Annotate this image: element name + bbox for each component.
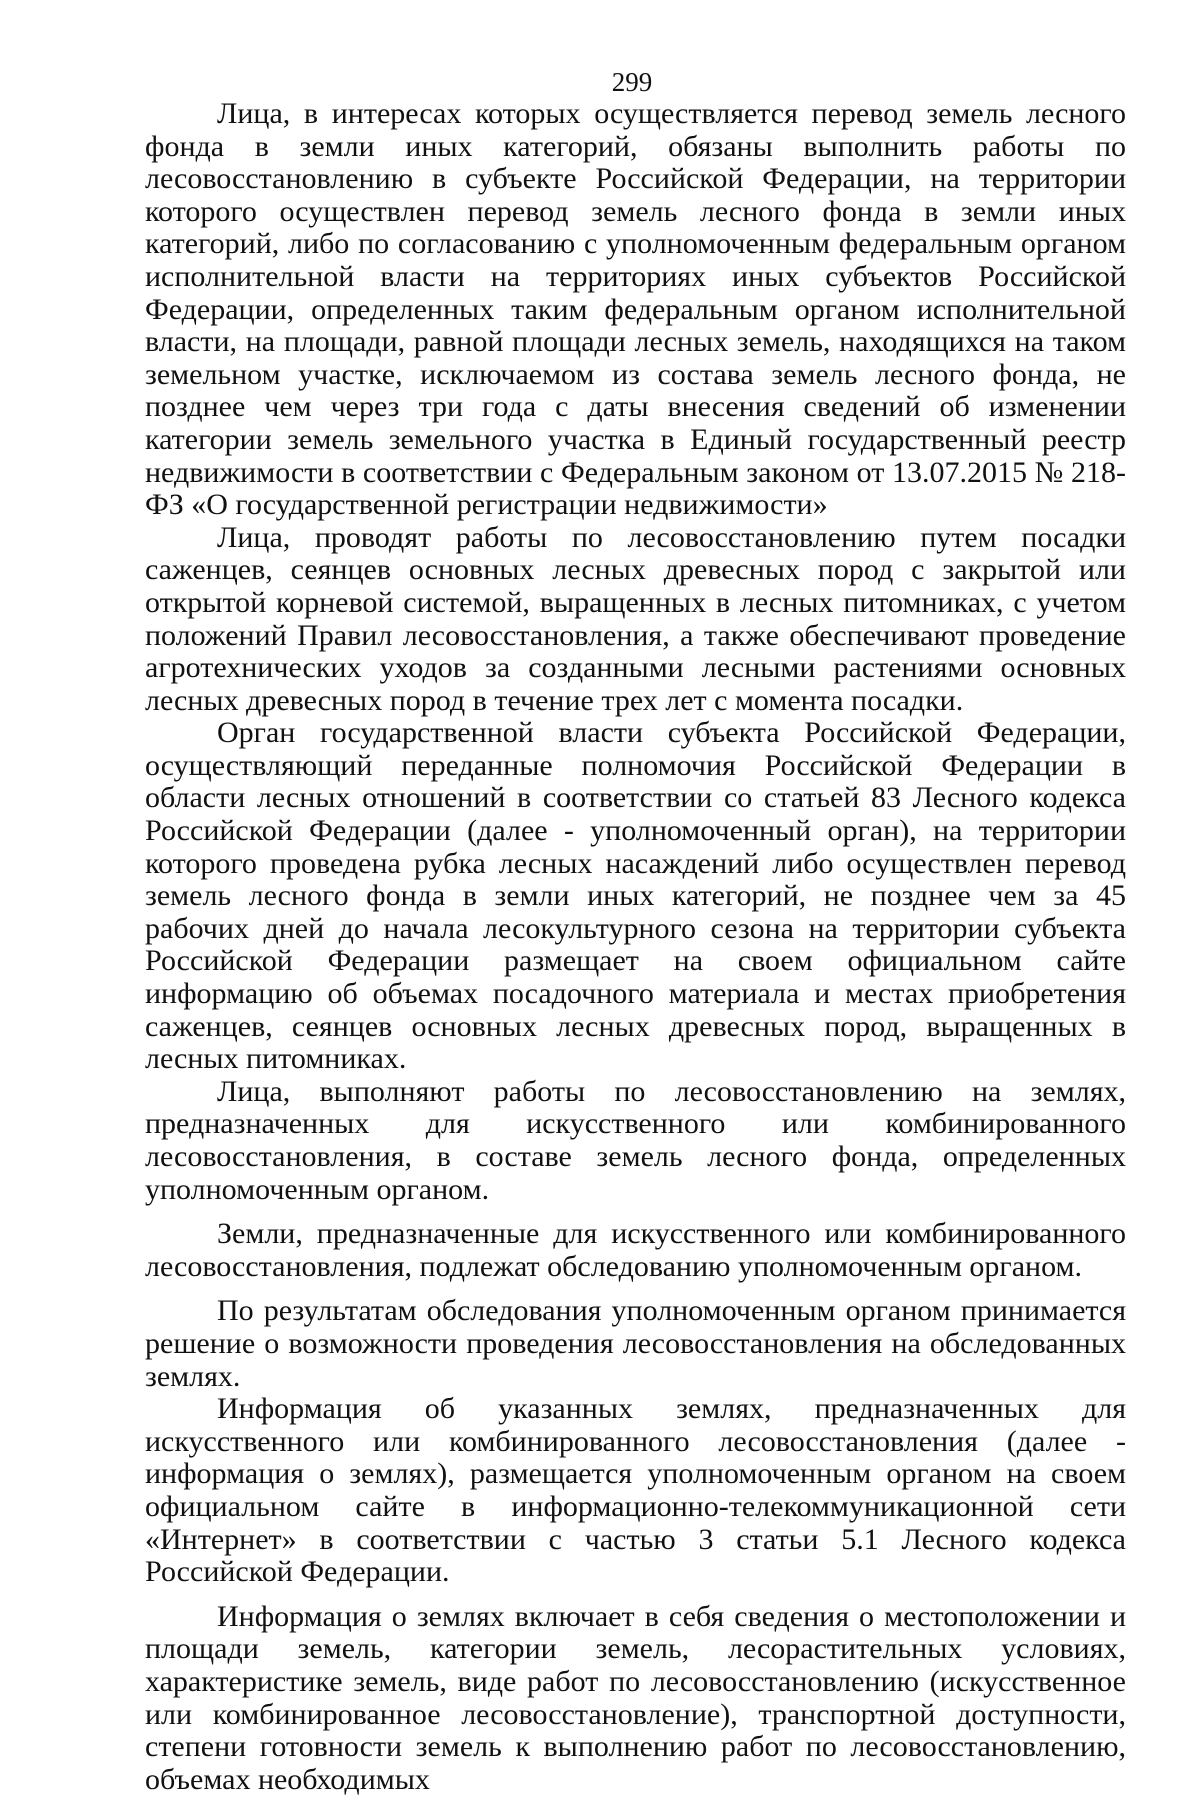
paragraph-land-inspection: Земли, предназначенные для искусственного или комбинированного лесовосстановления, подлежат обследованию уполномоченным органом.: [145, 1217, 1126, 1283]
paragraph-work-on-designated-lands: Лица, выполняют работы по лесовосстановлению на землях, предназначенных для искусственного или комбинированного лесовосстановления, в составе земель лесного фонда, определенных уполномоченным органом.: [145, 1074, 1126, 1206]
paragraph-land-information-publication: Информация об указанных землях, предназначенных для искусственного или комбинированного лесовосстановления (далее - информация о землях), размещается уполномоченным органом на своем официальном сайте в информационно-телекоммуникационной сети «Интернет» в соответствии с частью 3 статьи 5.1 Лесного кодекса Российской Федерации.: [145, 1392, 1126, 1589]
paragraph-authority-publication: Орган государственной власти субъекта Российской Федерации, осуществляющий переданные полномочия Российской Федерации в области лесных отношений в соответствии со статьей 83 Лесного кодекса Российской Федерации (далее - уполномоченный орган), на территории которого проведена рубка лесных насаждений либо осуществлен перевод земель лесного фонда в земли иных категорий, не позднее чем за 45 рабочих дней до начала лесокультурного сезона на территории субъекта Российской Федерации размещает на своем официальном сайте информацию об объемах посадочного материала и местах приобретения саженцев, сеянцев основных лесных древесных пород, выращенных в лесных питомниках.: [145, 716, 1126, 1076]
page-number: 299: [611, 67, 653, 97]
paragraph-land-information-contents: Информация о землях включает в себя сведения о местоположении и площади земель, категории земель, лесорастительных условиях, характеристике земель, виде работ по лесовосстановлению (искусственное или комбинированное лесовосстановление), транспортной доступности, степени готовности земель к выполнению работ по лесовосстановлению, объемах необходимых: [145, 1599, 1126, 1796]
paragraph-forest-land-transfer-obligation: Лица, в интересах которых осуществляется перевод земель лесного фонда в земли иных категорий, обязаны выполнить работы по лесовосстановлению в субъекте Российской Федерации, на территории которого осуществлен перевод земель лесного фонда в земли иных категорий, либо по согласованию с уполномоченным федеральным органом исполнительной власти на территориях иных субъектов Российской Федерации, определенных таким федеральным органом исполнительной власти, на площади, равной площади лесных земель, находящихся на таком земельном участке, исключаемом из состава земель лесного фонда, не позднее чем через три года с даты внесения сведений об изменении категории земель земельного участка в Единый государственный реестр недвижимости в соответствии с Федеральным законом от 13.07.2015 № 218-ФЗ «О государственной регистрации недвижимости»: [145, 97, 1126, 522]
paragraph-planting-requirements: Лица, проводят работы по лесовосстановлению путем посадки саженцев, сеянцев основных лесных древесных пород с закрытой или открытой корневой системой, выращенных в лесных питомниках, с учетом положений Правил лесовосстановления, а также обеспечивают проведение агротехнических уходов за созданными лесными растениями основных лесных древесных пород в течение трех лет с момента посадки.: [145, 520, 1126, 717]
document-body: [145, 98, 1126, 1796]
paragraph-inspection-decision: По результатам обследования уполномоченным органом принимается решение о возможности проведения лесовосстановления на обследованных землях.: [145, 1294, 1126, 1393]
